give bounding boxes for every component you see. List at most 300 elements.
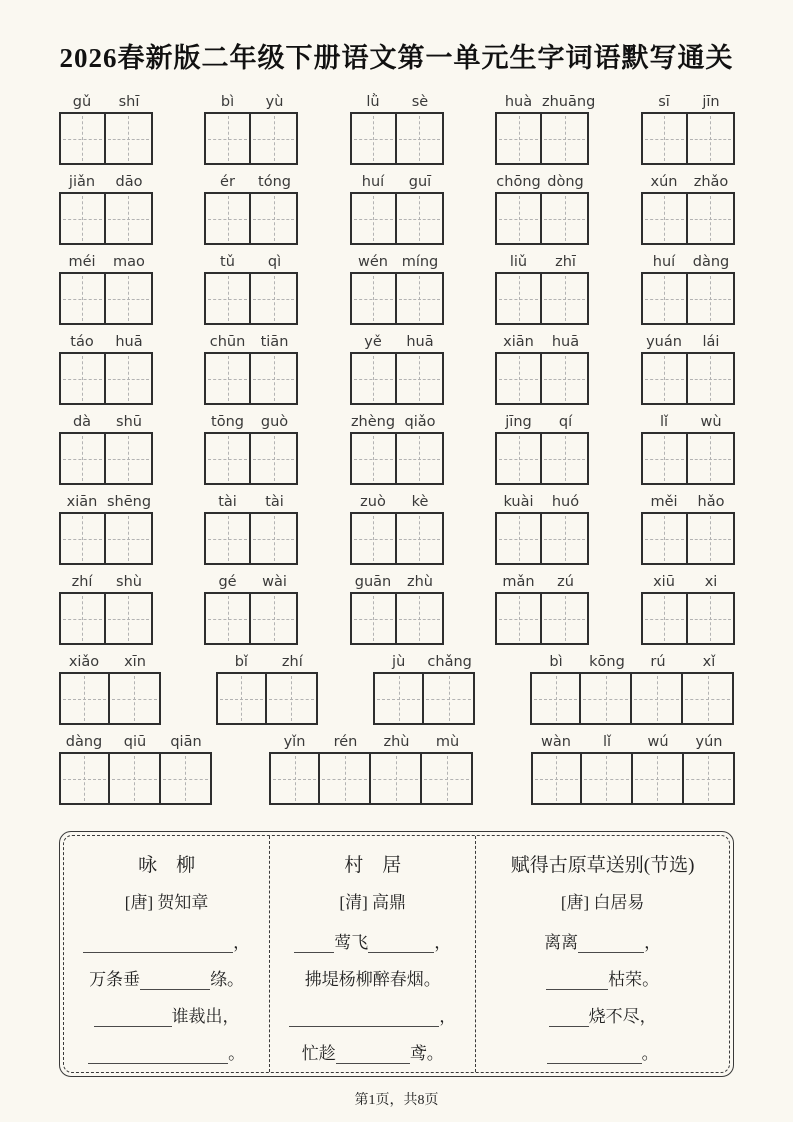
poem-line bbox=[276, 1039, 469, 1061]
writing-box-row bbox=[350, 112, 444, 165]
writing-box bbox=[397, 432, 444, 485]
word-group bbox=[495, 412, 589, 485]
poem-text: 万条垂 bbox=[89, 970, 141, 989]
poem-text: ， bbox=[644, 933, 662, 952]
pinyin-label: kè bbox=[411, 494, 429, 510]
poem-author: [清] 高鼎 bbox=[339, 893, 406, 912]
word-group bbox=[204, 572, 298, 645]
writing-box-row bbox=[204, 592, 298, 645]
word-group bbox=[59, 492, 153, 565]
pinyin-label: huā bbox=[115, 334, 143, 350]
pinyin-label: dāo bbox=[115, 174, 143, 190]
pinyin-row bbox=[269, 732, 473, 752]
pinyin-label: jù bbox=[392, 654, 406, 670]
pinyin-label: zuò bbox=[360, 494, 386, 510]
word-group bbox=[495, 252, 589, 325]
pinyin-label: qiǎo bbox=[404, 414, 436, 430]
pinyin-row bbox=[641, 572, 735, 592]
word-row bbox=[59, 732, 735, 805]
pinyin-row bbox=[641, 412, 735, 432]
writing-box bbox=[106, 112, 153, 165]
writing-box bbox=[495, 112, 542, 165]
pinyin-label: xiān bbox=[503, 334, 534, 350]
writing-box bbox=[251, 512, 298, 565]
word-group bbox=[59, 572, 153, 645]
word-group bbox=[641, 492, 735, 565]
word-group bbox=[204, 492, 298, 565]
pinyin-label: lǜ bbox=[366, 94, 380, 110]
pinyin-label: huí bbox=[361, 174, 385, 190]
poem-line bbox=[276, 1002, 469, 1024]
word-group bbox=[59, 252, 153, 325]
writing-box bbox=[495, 352, 542, 405]
writing-box bbox=[641, 192, 688, 245]
pinyin-label: chǎng bbox=[427, 654, 472, 670]
word-group bbox=[59, 92, 153, 165]
pinyin-label: qiān bbox=[170, 734, 202, 750]
writing-box bbox=[684, 752, 735, 805]
word-group bbox=[204, 92, 298, 165]
pinyin-label: sī bbox=[658, 94, 670, 110]
pinyin-label: xiān bbox=[66, 494, 98, 510]
writing-box bbox=[688, 352, 735, 405]
poem-line bbox=[482, 928, 723, 950]
pinyin-row bbox=[350, 172, 444, 192]
poem-title: 村 居 bbox=[344, 855, 402, 876]
word-group bbox=[59, 332, 153, 405]
writing-box bbox=[397, 272, 444, 325]
pinyin-label: xiǎo bbox=[68, 654, 100, 670]
pinyin-label: bǐ bbox=[234, 654, 248, 670]
writing-box bbox=[251, 192, 298, 245]
writing-box bbox=[251, 112, 298, 165]
writing-box bbox=[542, 272, 589, 325]
writing-box bbox=[350, 432, 397, 485]
writing-box bbox=[204, 432, 251, 485]
word-row bbox=[59, 252, 735, 325]
answer-blank bbox=[578, 934, 644, 953]
pinyin-label: huà bbox=[504, 94, 533, 110]
word-group bbox=[531, 732, 735, 805]
writing-box-row bbox=[350, 432, 444, 485]
word-row bbox=[59, 412, 735, 485]
pinyin-label: mǎn bbox=[502, 574, 535, 590]
writing-box-row bbox=[204, 272, 298, 325]
writing-box-row bbox=[350, 272, 444, 325]
writing-box bbox=[59, 672, 110, 725]
pinyin-label: wén bbox=[358, 254, 388, 270]
writing-box-row bbox=[59, 672, 161, 725]
writing-box-row bbox=[59, 592, 153, 645]
pinyin-row bbox=[59, 252, 153, 272]
pinyin-label: gǔ bbox=[72, 94, 92, 110]
poem-columns bbox=[63, 835, 730, 1073]
pinyin-label: hǎo bbox=[697, 494, 725, 510]
writing-box bbox=[350, 592, 397, 645]
writing-box bbox=[424, 672, 475, 725]
writing-box bbox=[204, 592, 251, 645]
writing-box bbox=[397, 112, 444, 165]
pinyin-row bbox=[495, 332, 589, 352]
writing-box bbox=[542, 592, 589, 645]
writing-box bbox=[531, 752, 582, 805]
writing-box bbox=[582, 752, 633, 805]
pinyin-label: lǐ bbox=[602, 734, 612, 750]
writing-box bbox=[641, 272, 688, 325]
poem-text: 莺飞 bbox=[334, 933, 369, 952]
writing-box bbox=[350, 512, 397, 565]
poem-line bbox=[70, 928, 263, 950]
pinyin-label: huā bbox=[406, 334, 434, 350]
writing-box bbox=[688, 272, 735, 325]
pinyin-row bbox=[350, 492, 444, 512]
pinyin-row bbox=[204, 492, 298, 512]
writing-box bbox=[59, 752, 110, 805]
pinyin-row bbox=[204, 252, 298, 272]
pinyin-label: méi bbox=[68, 254, 96, 270]
word-group bbox=[373, 652, 475, 725]
answer-blank bbox=[368, 934, 434, 953]
poem-section bbox=[59, 831, 734, 1077]
writing-box bbox=[632, 672, 683, 725]
pinyin-label: rú bbox=[650, 654, 666, 670]
pinyin-label: jīn bbox=[702, 94, 720, 110]
writing-box bbox=[641, 352, 688, 405]
pinyin-label: rén bbox=[333, 734, 358, 750]
pinyin-label: zhù bbox=[383, 734, 410, 750]
writing-box bbox=[495, 272, 542, 325]
poem-text: 离离 bbox=[544, 933, 579, 952]
pinyin-row bbox=[530, 652, 734, 672]
pinyin-label: jiǎn bbox=[68, 174, 96, 190]
poem-text: 鸢。 bbox=[409, 1044, 444, 1063]
pinyin-label: jīng bbox=[505, 414, 532, 430]
writing-box bbox=[495, 512, 542, 565]
writing-box bbox=[204, 272, 251, 325]
pinyin-label: huó bbox=[551, 494, 580, 510]
word-row bbox=[59, 172, 735, 245]
pinyin-label: tǔ bbox=[220, 254, 235, 270]
pinyin-label: kuài bbox=[503, 494, 534, 510]
page-title: 2026春新版二年级下册语文第一单元生字词语默写通关 bbox=[59, 43, 734, 73]
poem-author: [唐] 贺知章 bbox=[124, 893, 209, 912]
writing-box-row bbox=[641, 352, 735, 405]
pinyin-label: shù bbox=[116, 574, 142, 590]
answer-blank bbox=[140, 971, 210, 990]
pinyin-row bbox=[641, 332, 735, 352]
pinyin-row bbox=[350, 332, 444, 352]
pinyin-row bbox=[59, 572, 153, 592]
pinyin-label: liǔ bbox=[509, 254, 528, 270]
answer-blank bbox=[336, 1045, 410, 1064]
poem-column bbox=[476, 836, 729, 1072]
writing-box bbox=[688, 592, 735, 645]
writing-box bbox=[204, 352, 251, 405]
word-group bbox=[204, 412, 298, 485]
pinyin-label: yǐn bbox=[283, 734, 306, 750]
pinyin-label: yù bbox=[265, 94, 284, 110]
writing-box-row bbox=[495, 592, 589, 645]
writing-box bbox=[350, 272, 397, 325]
writing-box bbox=[106, 592, 153, 645]
poem-text: ， bbox=[434, 933, 452, 952]
writing-box bbox=[110, 672, 161, 725]
poem-text: 谁裁出， bbox=[171, 1007, 240, 1026]
word-group bbox=[641, 332, 735, 405]
pinyin-row bbox=[350, 252, 444, 272]
poem-text: 绦。 bbox=[210, 970, 245, 989]
pinyin-row bbox=[641, 92, 735, 112]
pinyin-row bbox=[59, 732, 212, 752]
word-group bbox=[59, 412, 153, 485]
writing-box-row bbox=[641, 592, 735, 645]
writing-box-row bbox=[216, 672, 318, 725]
pinyin-label: bì bbox=[549, 654, 563, 670]
writing-box bbox=[204, 512, 251, 565]
word-group bbox=[641, 412, 735, 485]
pinyin-row bbox=[641, 172, 735, 192]
pinyin-label: lǐ bbox=[659, 414, 669, 430]
pinyin-label: guī bbox=[408, 174, 432, 190]
poem-text: ， bbox=[233, 933, 251, 952]
pinyin-label: xiū bbox=[653, 574, 675, 590]
pinyin-row bbox=[373, 652, 475, 672]
writing-box-row bbox=[530, 672, 734, 725]
writing-box bbox=[397, 592, 444, 645]
writing-box-row bbox=[59, 752, 212, 805]
pinyin-label: mao bbox=[113, 254, 145, 270]
page-footer: 第1页，共8页 bbox=[354, 1093, 439, 1108]
word-group bbox=[495, 332, 589, 405]
word-group bbox=[350, 492, 444, 565]
poem-column bbox=[64, 836, 270, 1072]
writing-box bbox=[688, 112, 735, 165]
writing-box-row bbox=[59, 352, 153, 405]
pinyin-row bbox=[59, 412, 153, 432]
pinyin-label: shū bbox=[116, 414, 142, 430]
writing-box-row bbox=[59, 192, 153, 245]
writing-box bbox=[320, 752, 371, 805]
pinyin-label: zú bbox=[557, 574, 574, 590]
writing-box bbox=[641, 592, 688, 645]
word-group bbox=[59, 732, 212, 805]
poem-line bbox=[482, 1039, 723, 1061]
pinyin-row bbox=[204, 332, 298, 352]
word-group bbox=[216, 652, 318, 725]
writing-box bbox=[397, 512, 444, 565]
answer-blank bbox=[549, 1008, 589, 1027]
writing-box bbox=[216, 672, 267, 725]
pinyin-label: zhù bbox=[407, 574, 433, 590]
writing-box bbox=[422, 752, 473, 805]
pinyin-row bbox=[59, 172, 153, 192]
word-group bbox=[350, 252, 444, 325]
pinyin-row bbox=[59, 92, 153, 112]
word-group bbox=[350, 412, 444, 485]
writing-box bbox=[688, 512, 735, 565]
poem-column bbox=[270, 836, 476, 1072]
writing-box-row bbox=[269, 752, 473, 805]
writing-box-row bbox=[531, 752, 735, 805]
writing-box-row bbox=[495, 512, 589, 565]
pinyin-label: xi bbox=[704, 574, 718, 590]
writing-box bbox=[251, 272, 298, 325]
writing-box bbox=[683, 672, 734, 725]
pinyin-row bbox=[204, 412, 298, 432]
pinyin-label: huā bbox=[551, 334, 580, 350]
word-row bbox=[59, 652, 735, 725]
writing-box bbox=[350, 112, 397, 165]
pinyin-label: shī bbox=[118, 94, 140, 110]
writing-box bbox=[581, 672, 632, 725]
word-group bbox=[59, 172, 153, 245]
writing-box bbox=[106, 272, 153, 325]
writing-box bbox=[633, 752, 684, 805]
writing-box bbox=[251, 592, 298, 645]
pinyin-label: tiān bbox=[260, 334, 289, 350]
writing-box-row bbox=[641, 512, 735, 565]
pinyin-label: měi bbox=[650, 494, 678, 510]
pinyin-label: tōng bbox=[211, 414, 244, 430]
writing-box bbox=[204, 192, 251, 245]
word-group bbox=[59, 652, 161, 725]
writing-box-row bbox=[59, 432, 153, 485]
writing-box-row bbox=[59, 512, 153, 565]
pinyin-row bbox=[59, 332, 153, 352]
writing-box bbox=[542, 352, 589, 405]
writing-box-row bbox=[641, 192, 735, 245]
pinyin-label: mù bbox=[435, 734, 460, 750]
pinyin-row bbox=[204, 172, 298, 192]
pinyin-label: táo bbox=[70, 334, 94, 350]
pinyin-row bbox=[641, 492, 735, 512]
writing-box bbox=[251, 432, 298, 485]
writing-box-row bbox=[204, 432, 298, 485]
writing-box-row bbox=[641, 432, 735, 485]
answer-blank bbox=[83, 934, 233, 953]
writing-box-row bbox=[495, 432, 589, 485]
answer-blank bbox=[94, 1008, 172, 1027]
word-group bbox=[641, 252, 735, 325]
word-group bbox=[204, 172, 298, 245]
pinyin-label: zhí bbox=[281, 654, 303, 670]
writing-box bbox=[495, 192, 542, 245]
answer-blank bbox=[88, 1045, 228, 1064]
pinyin-row bbox=[59, 492, 153, 512]
poem-line bbox=[276, 928, 469, 950]
writing-box bbox=[251, 352, 298, 405]
writing-box bbox=[542, 192, 589, 245]
poem-text: 枯荣。 bbox=[608, 970, 660, 989]
pinyin-label: sè bbox=[411, 94, 429, 110]
word-group bbox=[495, 92, 596, 165]
writing-box bbox=[161, 752, 212, 805]
writing-box bbox=[350, 192, 397, 245]
poem-text: 拂堤杨柳醉春烟。 bbox=[304, 970, 441, 989]
poem-line bbox=[482, 1002, 723, 1024]
poem-line bbox=[70, 965, 263, 987]
writing-box bbox=[59, 592, 106, 645]
word-group bbox=[495, 172, 589, 245]
writing-box-row bbox=[641, 112, 735, 165]
word-group bbox=[530, 652, 734, 725]
pinyin-row bbox=[350, 92, 444, 112]
poem-text: ， bbox=[439, 1007, 457, 1026]
word-row bbox=[59, 572, 735, 645]
pinyin-label: tài bbox=[218, 494, 237, 510]
writing-box-row bbox=[59, 112, 153, 165]
pinyin-label: zhí bbox=[71, 574, 93, 590]
writing-box bbox=[641, 512, 688, 565]
word-group bbox=[350, 92, 444, 165]
poem-author: [唐] 白居易 bbox=[560, 893, 645, 912]
writing-box bbox=[397, 192, 444, 245]
pinyin-label: guò bbox=[260, 414, 289, 430]
pinyin-label: zhèng bbox=[350, 414, 396, 430]
word-row bbox=[59, 492, 735, 565]
word-row bbox=[59, 332, 735, 405]
writing-box bbox=[106, 432, 153, 485]
pinyin-label: guān bbox=[354, 574, 392, 590]
writing-box bbox=[59, 272, 106, 325]
writing-box-row bbox=[350, 592, 444, 645]
answer-blank bbox=[294, 934, 334, 953]
writing-box bbox=[397, 352, 444, 405]
writing-box bbox=[59, 192, 106, 245]
writing-box-row bbox=[495, 352, 589, 405]
writing-box bbox=[542, 432, 589, 485]
pinyin-label: qí bbox=[558, 414, 573, 430]
poem-text: 忙趁 bbox=[301, 1044, 336, 1063]
writing-box bbox=[530, 672, 581, 725]
pinyin-label: lái bbox=[702, 334, 720, 350]
pinyin-label: míng bbox=[401, 254, 439, 270]
pinyin-label: dàng bbox=[65, 734, 103, 750]
pinyin-label: dòng bbox=[547, 174, 584, 190]
word-group bbox=[641, 572, 735, 645]
word-grid bbox=[59, 92, 735, 805]
writing-box-row bbox=[495, 112, 589, 165]
pinyin-label: dà bbox=[72, 414, 92, 430]
pinyin-label: xún bbox=[650, 174, 678, 190]
poem-line bbox=[276, 965, 469, 987]
pinyin-row bbox=[350, 412, 444, 432]
writing-box bbox=[267, 672, 318, 725]
pinyin-label: tài bbox=[265, 494, 284, 510]
word-row bbox=[59, 92, 735, 165]
pinyin-row bbox=[495, 572, 589, 592]
pinyin-label: xīn bbox=[124, 654, 146, 670]
word-group bbox=[495, 492, 589, 565]
writing-box-row bbox=[350, 352, 444, 405]
poem-text: 。 bbox=[641, 1044, 659, 1063]
writing-box bbox=[106, 192, 153, 245]
pinyin-label: zhuāng bbox=[542, 94, 596, 110]
poem-title: 咏 柳 bbox=[138, 855, 196, 876]
pinyin-label: wài bbox=[262, 574, 287, 590]
writing-box-row bbox=[350, 192, 444, 245]
poem-text: 。 bbox=[228, 1044, 246, 1063]
writing-box bbox=[688, 432, 735, 485]
writing-box bbox=[106, 512, 153, 565]
pinyin-row bbox=[350, 572, 444, 592]
writing-box bbox=[110, 752, 161, 805]
pinyin-row bbox=[531, 732, 735, 752]
pinyin-row bbox=[495, 92, 596, 112]
answer-blank bbox=[547, 1045, 642, 1064]
pinyin-label: chūn bbox=[209, 334, 246, 350]
pinyin-row bbox=[495, 252, 589, 272]
